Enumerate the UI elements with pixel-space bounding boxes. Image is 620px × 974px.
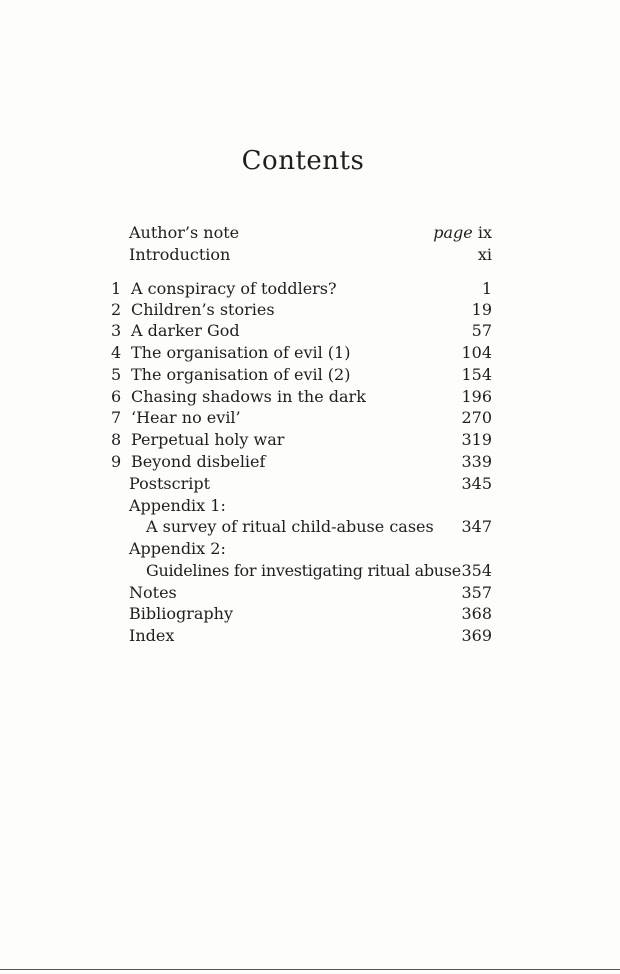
toc-entry-label: Author’s note (129, 223, 240, 242)
toc-entry-page: 104 (461, 343, 492, 362)
toc-entry-label: Appendix 2: (129, 539, 226, 558)
page-number: ix (477, 223, 492, 242)
chapter-number: 9 (111, 452, 122, 471)
toc-entry-chapter-3 (0, 320, 620, 341)
toc-entry-label: ‘Hear no evil’ (131, 408, 241, 427)
toc-entry-page: 270 (461, 408, 492, 427)
toc-entry-introduction (0, 244, 620, 265)
chapter-number: 4 (111, 343, 122, 362)
toc-entry-appendix-2 (0, 538, 620, 559)
toc-entry-label: The organisation of evil (1) (131, 343, 351, 362)
toc-entry-label: A conspiracy of toddlers? (131, 279, 337, 298)
toc-entry-label: A darker God (131, 321, 240, 340)
toc-entry-label: Appendix 1: (129, 496, 226, 515)
toc-entry-chapter-2 (0, 299, 620, 320)
toc-entry-page: 1 (481, 279, 492, 298)
toc-entry-chapter-1 (0, 278, 620, 299)
toc-entry-chapter-8 (0, 429, 620, 450)
toc-entry-label: Introduction (129, 245, 231, 264)
toc-entry-label: Perpetual holy war (131, 430, 285, 449)
chapter-number: 3 (111, 321, 122, 340)
toc-entry-page: 154 (461, 365, 492, 384)
toc-entry-postscript (0, 473, 620, 494)
toc-entry-label: Bibliography (129, 604, 233, 623)
chapter-number: 8 (111, 430, 122, 449)
toc-entry-page: 368 (461, 604, 492, 623)
toc-entry-chapter-6 (0, 386, 620, 407)
toc-entry-page: 339 (461, 452, 492, 471)
toc-entry-notes (0, 582, 620, 603)
chapter-number: 2 (111, 300, 122, 319)
toc-entry-index (0, 625, 620, 646)
toc-entry-bibliography (0, 603, 620, 624)
toc-entry-appendix-1-title (0, 516, 620, 537)
toc-entry-page: 57 (471, 321, 492, 340)
chapter-number: 7 (111, 408, 122, 427)
toc-entry-page: 345 (461, 474, 492, 493)
toc-entry-page: 347 (461, 517, 492, 536)
toc-entry-label: Guidelines for investigating ritual abuse (146, 561, 461, 580)
toc-entry-page: 354 (461, 561, 492, 580)
toc-entry-appendix-1 (0, 495, 620, 516)
toc-entry-label: Notes (129, 583, 177, 602)
toc-entry-chapter-5 (0, 364, 620, 385)
page-bottom-edge (0, 969, 620, 970)
toc-entry-page: 319 (461, 430, 492, 449)
chapter-number: 1 (111, 279, 122, 298)
toc-entry-page: 196 (461, 387, 492, 406)
toc-entry-page: 19 (471, 300, 492, 319)
chapter-number: 5 (111, 365, 122, 384)
toc-entry-page: 369 (461, 626, 492, 645)
toc-entry-label: Children’s stories (131, 300, 275, 319)
toc-entry-label: A survey of ritual child-abuse cases (146, 517, 434, 536)
toc-entry-label: Postscript (129, 474, 210, 493)
toc-entry-chapter-4 (0, 342, 620, 363)
toc-entry-page: 357 (461, 583, 492, 602)
toc-entry-label: The organisation of evil (2) (131, 365, 351, 384)
toc-entry-label: Index (129, 626, 175, 645)
toc-entry-authors-note (0, 222, 620, 243)
toc-entry-label: Beyond disbelief (131, 452, 266, 471)
toc-entry-page: xi (477, 245, 492, 264)
toc-entry-page (433, 222, 492, 243)
page-prefix: page (433, 223, 473, 242)
toc-entry-chapter-9 (0, 451, 620, 472)
toc-entry-appendix-2-title (0, 560, 620, 581)
toc-entry-label: Chasing shadows in the dark (131, 387, 366, 406)
page-title: Contents (241, 146, 365, 176)
chapter-number: 6 (111, 387, 122, 406)
toc-entry-chapter-7 (0, 407, 620, 428)
